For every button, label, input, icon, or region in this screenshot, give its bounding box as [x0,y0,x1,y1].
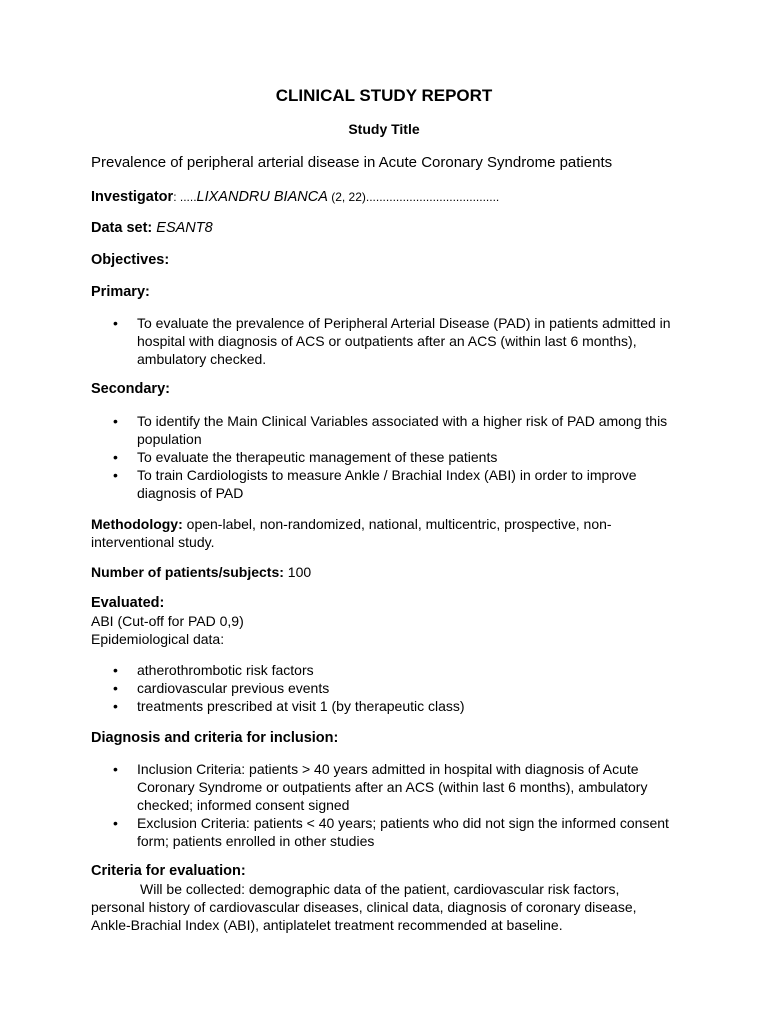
primary-objectives-list [91,314,691,368]
investigator-name: LIXANDRU BIANCA [196,189,328,205]
patients-label: Number of patients/subjects: [91,564,284,580]
investigator-dots-lead: : ..... [173,190,197,204]
study-title-heading: Study Title [348,121,420,137]
list-item: • To identify the Main Clinical Variables associated with a higher risk of PAD among this population [91,412,691,448]
list-item: • Exclusion Criteria: patients < 40 years; patients who did not sign the informed consent form; patients enrolled in other studies [91,814,691,850]
criteria-evaluation-heading: Criteria for evaluation: [91,863,246,879]
abi-line: ABI (Cut-off for PAD 0,9) [91,613,244,629]
primary-heading: Primary: [91,284,150,300]
list-item: • treatments prescribed at visit 1 (by therapeutic class) [91,697,691,715]
list-item: • cardiovascular previous events [91,679,691,697]
list-item: • Inclusion Criteria: patients > 40 years admitted in hospital with diagnosis of Acute Coronary Syndrome or outpatients after an ACS (within last 6 months), ambulatory checked; informed consent signed [91,760,691,814]
criteria-evaluation-paragraph [91,880,671,934]
investigator-label: Investigator [91,189,174,205]
dataset-label: Data set: [91,220,153,236]
list-item: • To evaluate the therapeutic management of these patients [91,448,691,466]
investigator-ref: (2, 22) [327,190,366,204]
dataset-value: ESANT8 [156,220,213,236]
methodology-text: open-label, non-randomized, national, multicentric, prospective, non-interventional study. [91,516,612,550]
dataset-line [91,219,213,237]
report-title: CLINICAL STUDY REPORT [275,86,493,105]
list-item: • To evaluate the prevalence of Peripheral Arterial Disease (PAD) in patients admitted in hospital with diagnosis of ACS or outpatients after an ACS (within last 6 months), ambulatory checked. [91,314,691,368]
patients-line [91,563,311,581]
methodology-paragraph [91,515,671,551]
list-item: • To train Cardiologists to measure Ankle / Brachial Index (ABI) in order to improve diagnosis of PAD [91,466,691,502]
list-item: • atherothrombotic risk factors [91,661,691,679]
secondary-objectives-list [91,412,691,502]
evaluated-list [91,661,691,715]
epidemiological-line: Epidemiological data: [91,631,225,647]
investigator-line [91,188,499,206]
evaluated-heading: Evaluated: [91,595,165,611]
criteria-evaluation-text: Will be collected: demographic data of the patient, cardiovascular risk factors, personal history of cardiovascular diseases, clinical data, diagnosis of coronary disease, Ankle-Brachial Index (ABI), antiplatelet treatment recommended at baseline. [91,881,637,933]
methodology-label: Methodology: [91,516,183,532]
investigator-dots-trail: ........................................ [365,190,500,204]
study-title-text: Prevalence of peripheral arterial disease in Acute Coronary Syndrome patients [91,154,613,171]
secondary-heading: Secondary: [91,381,170,397]
objectives-heading: Objectives: [91,252,170,268]
patients-value: 100 [283,564,312,580]
diagnosis-heading: Diagnosis and criteria for inclusion: [91,730,339,746]
diagnosis-list [91,760,691,850]
